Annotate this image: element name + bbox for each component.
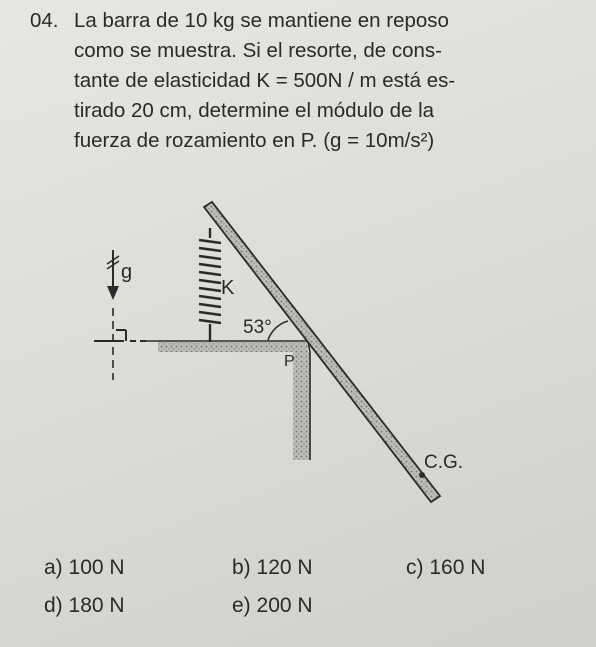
option-e-letter: e) [232,594,251,617]
vertical-wall [293,352,310,460]
option-c-letter: c) [406,556,424,579]
angle-label: 53° [243,317,272,338]
option-b[interactable] [232,556,313,580]
problem-line-3: tante de elasticidad K = 500N / m está es- [74,69,456,92]
problem-line-2: como se muestra. Si el resorte, de cons- [74,39,443,62]
physics-diagram [0,190,596,530]
reference-mark [94,308,146,380]
option-a[interactable] [44,556,125,580]
problem-line-1: La barra de 10 kg se mantiene en reposo [74,9,449,32]
option-b-letter: b) [232,556,251,579]
spring [199,228,221,350]
option-b-value: 120 N [256,556,313,579]
center-of-gravity-label: C.G. [424,452,464,473]
option-d-value: 180 N [68,594,125,617]
gravity-arrow [107,250,119,300]
problem-line-4: tirado 20 cm, determine el módulo de la [74,99,435,122]
option-a-letter: a) [44,556,63,579]
problem-line-5: fuerza de rozamiento en P. (g = 10m/s²) [74,129,435,152]
option-e[interactable] [232,594,313,618]
option-c[interactable] [406,556,485,580]
option-a-value: 100 N [68,556,125,579]
option-e-value: 200 N [256,594,313,617]
gravity-label: g [121,261,133,283]
option-d[interactable] [44,594,125,618]
horizontal-support [158,342,308,352]
problem-number: 04. [30,9,59,32]
option-d-letter: d) [44,594,63,617]
option-c-value: 160 N [429,556,486,579]
contact-point-label: P [284,353,295,370]
spring-constant-label: K [221,277,235,299]
